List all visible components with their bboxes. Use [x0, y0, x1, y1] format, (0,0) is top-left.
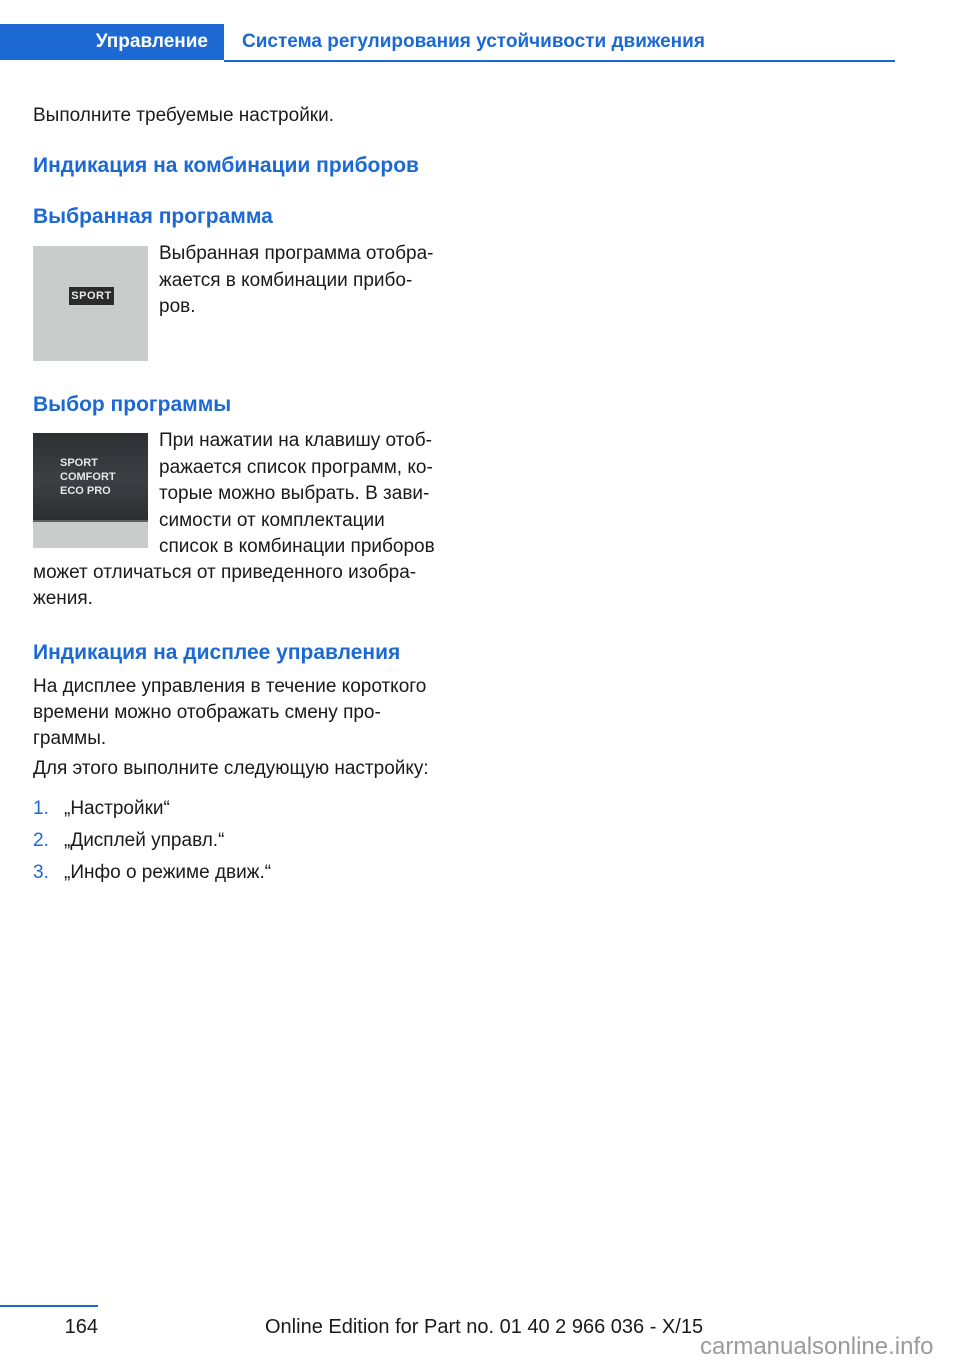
- program-menu-image: [33, 433, 148, 548]
- choose-program-text: [159, 428, 469, 561]
- intro-text: Выполните требуемые настройки.: [33, 105, 335, 126]
- sport-badge: SPORT: [69, 287, 114, 305]
- text-line: ражается список программ, ко‐: [159, 456, 433, 478]
- footer-rule: [0, 1305, 98, 1307]
- header-rule: [224, 60, 895, 62]
- subheading-choose-program: Выбор программы: [33, 393, 232, 416]
- menu-divider: [33, 520, 148, 522]
- instruction-text: Для этого выполните следующую настройку:: [33, 758, 429, 779]
- text-line: торые можно выбрать. В зави‐: [159, 483, 430, 504]
- text-line: список в комбинации приборов: [159, 536, 435, 557]
- menu-item-list: [60, 456, 116, 498]
- watermark: carmanualsonline.info: [700, 1333, 934, 1360]
- selected-program-text: [159, 241, 459, 321]
- text-line: симости от комплектации: [159, 509, 385, 531]
- text-line: жения.: [33, 588, 93, 609]
- text-line: времени можно отображать смену про‐: [33, 702, 381, 723]
- menu-item-comfort: COMFORT: [60, 471, 116, 483]
- sport-indicator-image: [33, 246, 148, 361]
- menu-item-eco-pro: ECO PRO: [60, 485, 111, 497]
- list-number: 1.: [33, 798, 49, 819]
- list-number: 3.: [33, 862, 49, 883]
- section-heading-instrument-cluster: Индикация на комбинации приборов: [33, 154, 419, 177]
- menu-item-sport: SPORT: [60, 457, 98, 469]
- list-text: „Настройки“: [64, 798, 170, 819]
- text-line: ров.: [159, 296, 196, 317]
- list-text: „Инфо о режиме движ.“: [64, 862, 272, 883]
- edition-text: Online Edition for Part no. 01 40 2 966 036 - X/15: [265, 1316, 704, 1338]
- page-number: 164: [64, 1316, 98, 1338]
- text-line: На дисплее управления в течение короткого: [33, 676, 427, 697]
- text-line: Выбранная программа отобра‐: [159, 243, 434, 264]
- text-line: может отличаться от приведенного изобра‐: [33, 562, 417, 583]
- page-header: [0, 24, 895, 62]
- subheading-selected-program: Выбранная программа: [33, 205, 273, 228]
- text-line: граммы.: [33, 728, 107, 749]
- text-line: жается в комбинации прибо‐: [159, 269, 413, 291]
- section-tab: Управление: [0, 24, 224, 60]
- text-line: При нажатии на клавишу отоб‐: [159, 430, 432, 451]
- section-heading-control-display: Индикация на дисплее управления: [33, 641, 401, 664]
- list-text: „Дисплей управл.“: [64, 830, 225, 851]
- chapter-title: Система регулирования устойчивости движения: [242, 31, 705, 52]
- list-number: 2.: [33, 830, 49, 851]
